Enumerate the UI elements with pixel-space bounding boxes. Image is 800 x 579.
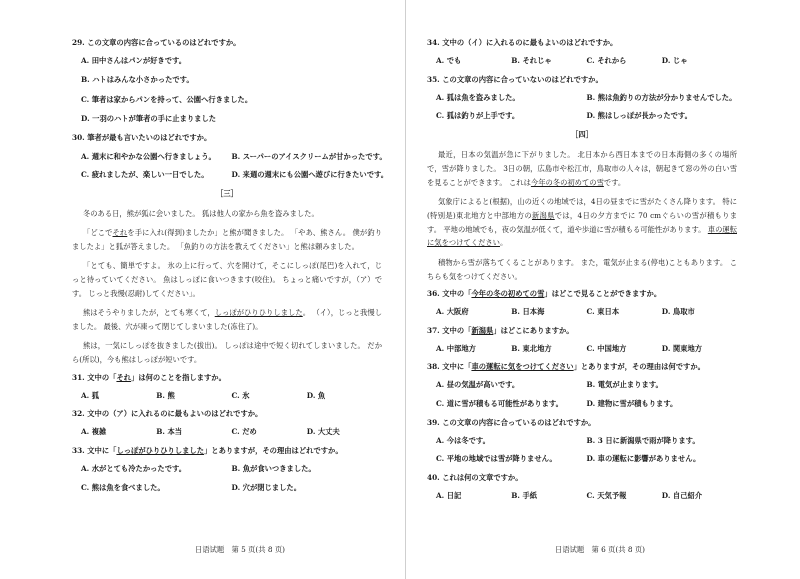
text-run: 36. 文中の「 [427,289,472,299]
page-footer-right: 日语试题 第 6 页(共 8 页) [555,545,645,554]
q30-option-c[interactable]: C. 疲れましたが、楽しい一日でした。 [81,170,209,180]
q37-option-b[interactable]: B. 東北地方 [511,343,552,353]
q35-options-row1 [427,93,737,104]
q38-option-c[interactable]: C. 道に雪が積もる可能性があります。 [436,398,563,408]
text-run: 」はどこにありますか。 [493,325,574,335]
text-run: 」とありますが，その理由はどれですか。 [204,445,343,455]
q36-option-b[interactable]: B. 日本海 [511,307,545,317]
text-run: 。 [499,238,508,248]
q40-option-b[interactable]: B. 手紙 [511,490,538,500]
q34-option-a[interactable]: A. でも [436,56,462,66]
question-40: 40. これは何の文章ですか。 [427,472,523,482]
question-30: 30. 筆者が最も言いたいのはどれですか。 [72,133,212,143]
q39-options-row1 [427,436,737,447]
text-run: 。 （イ），じっと我慢しました。 最後、穴が凍って閉じてしまいました(冻住了)。 [72,308,383,332]
underlined-sore: それ [112,227,128,237]
q38-options-row1 [427,380,737,391]
passage-3-paragraph-2 [72,226,382,254]
q31-options [72,391,382,402]
q33-options-row1 [72,464,382,475]
question-31 [72,373,382,384]
q33-option-a[interactable]: A. 水がとても冷たかったです。 [81,464,187,474]
q36-option-c[interactable]: C. 東日本 [586,307,620,317]
page-footer-left: 日语试题 第 5 页(共 8 页) [195,545,285,554]
q30-option-d[interactable]: D. 来週の週末にも公園へ遊びに行きたいです。 [231,170,389,180]
q39-option-b[interactable]: B. 3 日に新潟県で雨が降ります。 [586,435,700,445]
q36-options [427,307,737,318]
right-page [427,38,737,509]
q35-option-c[interactable]: C. 狐は釣りが上手です。 [436,111,520,121]
text-run: では，4日の夕方までに 70 cmぐらいの雪が積もります。 平地の地域でも，夜の気温が低くて，道や歩道に雪が積もる可能性があります。 [427,210,738,234]
question-36 [427,289,737,300]
q34-option-b[interactable]: B. それじゃ [511,56,552,66]
question-39: 39. この文章の内容に合っているのはどれですか。 [427,417,596,427]
q37-option-d[interactable]: D. 関東地方 [661,343,703,353]
question-32: 32. 文中の（ア）に入れるのに最もよいのはどれですか。 [72,409,263,419]
section-4-heading: ［四］ [571,129,593,139]
q32-options [72,427,382,438]
page-divider [405,0,406,579]
underlined-text: しっぽがひりひりしました [116,445,204,455]
q38-option-b[interactable]: B. 電気が止まります。 [586,380,663,390]
underlined-text: 今年の冬の初めての雪 [471,289,545,299]
q30-option-b[interactable]: B. スーパーのアイスクリームが甘かったです。 [231,151,387,161]
q38-option-d[interactable]: D. 建物に雪が積もります。 [586,398,678,408]
left-page [72,38,389,501]
q40-option-c[interactable]: C. 天気予報 [586,490,627,500]
q38-option-a[interactable]: A. 昼の気温が高いです。 [436,380,520,390]
q40-option-d[interactable]: D. 自己紹介 [661,490,703,500]
q35-option-a[interactable]: A. 狐は魚を盗みました。 [436,92,520,102]
q31-option-b[interactable]: B. 熊 [156,390,175,400]
passage-4-paragraph-2 [427,195,737,250]
q34-option-d[interactable]: D. じゃ [661,56,688,66]
passage-3-paragraph-3: 「とても、簡単ですよ。 氷の上に行って、穴を開けて，そこにしっぽ(尾巴)を入れて，じっと待っていてください。 魚はしっぽに食いつきます(咬住)。 ちょっと痛いですが，（ア）です。 じっと我慢(忍耐)してください」。 [72,261,382,298]
q33-options-row2 [72,483,382,494]
text-run: 37. 文中の「 [427,325,472,335]
q33-option-d[interactable]: D. 穴が閉じました。 [231,482,302,492]
text-run: 気象庁によると(根据)，山の近くの地域では，4日の昼までに雪がたくさん降ります。 特に(特别是)東北地方と中部地方の [427,196,737,220]
underlined-first-snow: 今年の冬の初めての雪 [530,177,604,187]
text-run: 31. 文中の「 [72,372,117,382]
q39-option-d[interactable]: D. 車の運転に影響がありません。 [586,454,701,464]
q36-option-d[interactable]: D. 鳥取市 [661,307,695,317]
passage-3-paragraph-4 [72,306,382,334]
underlined-shippo: しっぽがひりひりしました [214,308,303,318]
q30-option-a[interactable]: A. 週末に和やかな公園へ行きましょう。 [81,151,216,161]
text-run: 」はどこで見ることができますか。 [544,289,662,299]
text-run: 最近，日本の気温が急に下がりました。 北日本から西日本までの日本海側の多くの場所で，雪が降りました。 3日の朝，広島市や松江市，鳥取市の人々は，朝起きて窓の外の白い雪を見ることができます。 これは [427,149,737,187]
text-run: 38. 文中に「 [427,362,472,372]
q34-options [427,56,737,67]
text-run: です。 [603,177,626,187]
q39-option-a[interactable]: A. 今は冬です。 [436,435,490,445]
q29-option-a[interactable]: A. 田中さんはパンが好きです。 [81,56,187,66]
q35-option-d[interactable]: D. 熊はしっぽが長かったです。 [586,111,692,121]
q37-options [427,344,737,355]
underlined-niigata: 新潟県 [531,210,555,220]
underlined-text: 新潟県 [471,325,494,335]
underlined-driving: 車の運転に気をつけてください [427,224,737,248]
text-run: 」とありますが，その理由は何ですか。 [573,362,705,372]
underlined-text: 車の運転に気をつけてください [471,362,574,372]
q29-option-c[interactable]: C. 筆者は家からパンを持って、公園へ行きました。 [81,94,253,104]
question-38 [427,362,737,373]
q31-option-a[interactable]: A. 狐 [81,390,100,400]
q32-option-c[interactable]: C. だめ [231,427,257,437]
q31-option-c[interactable]: C. 氷 [231,390,250,400]
q29-option-b[interactable]: B. ハトはみんな小さかったです。 [81,75,194,85]
q30-options-row2 [72,170,389,181]
question-37 [427,326,737,337]
q33-option-c[interactable]: C. 熊は魚を食べました。 [81,482,165,492]
q32-option-d[interactable]: D. 大丈夫 [306,427,340,437]
question-34: 34. 文中の（イ）に入れるのに最もよいのはどれですか。 [427,38,618,47]
underlined-text: それ [116,372,132,382]
text-run: 熊はそうやりましたが，とても寒くて， [82,308,215,318]
q31-option-d[interactable]: D. 魚 [306,390,326,400]
q35-option-b[interactable]: B. 熊は魚釣りの方法が分かりませんでした。 [586,92,737,102]
q40-option-a[interactable]: A. 日記 [436,490,462,500]
q38-options-row2 [427,399,737,410]
passage-4-paragraph-3: 積物から雪が落ちてくることがあります。 また，電気が止まる(停电)こともあります。 こちらも気をつけてください。 [427,257,737,281]
q33-option-b[interactable]: B. 魚が食いつきました。 [231,464,316,474]
text-run: を手に入れ(得到)ましたか」と熊が聞きました。 「やあ、熊さん。 僕が釣りましたよ」と狐が答えました。 「魚釣りの方法を教えてください」と熊は頼みました。 [72,227,383,251]
q35-options-row2 [427,111,737,122]
q37-option-a[interactable]: A. 中部地方 [436,343,476,353]
question-35: 35. この文章の内容に合っていないのはどれですか。 [427,74,603,84]
q29-option-d[interactable]: D. 一羽のハトが筆者の手に止まりました [81,114,217,124]
text-run: 「どこで [82,227,113,237]
q32-option-b[interactable]: B. 本当 [156,427,183,437]
q34-option-c[interactable]: C. それから [586,56,627,66]
text-run: 33. 文中に「 [72,445,117,455]
q40-options [427,491,737,502]
q37-option-c[interactable]: C. 中国地方 [586,343,627,353]
q32-option-a[interactable]: A. 複雑 [81,427,107,437]
question-29: 29. この文章の内容に合っているのはどれですか。 [72,38,241,47]
q36-option-a[interactable]: A. 大阪府 [436,307,469,317]
q30-options-row1 [72,151,387,163]
passage-3-paragraph-1: 冬のある日，熊が狐に会いました。 狐は他人の家から魚を盗みました。 [82,208,319,218]
section-3-heading: ［三］ [216,188,238,198]
passage-4-paragraph-1 [427,148,737,190]
question-33 [72,446,382,457]
q39-options-row2 [427,454,737,465]
text-run: 」は何のことを指しますか。 [131,372,226,382]
passage-3-paragraph-5: 熊は，一気にしっぽを抜きました(拔出)。 しっぽは途中で短く切れてしまいました。 だから(所以)，今も熊はしっぽが短いです。 [72,341,382,365]
q39-option-c[interactable]: C. 平地の地域では雪が降りません。 [436,454,557,464]
